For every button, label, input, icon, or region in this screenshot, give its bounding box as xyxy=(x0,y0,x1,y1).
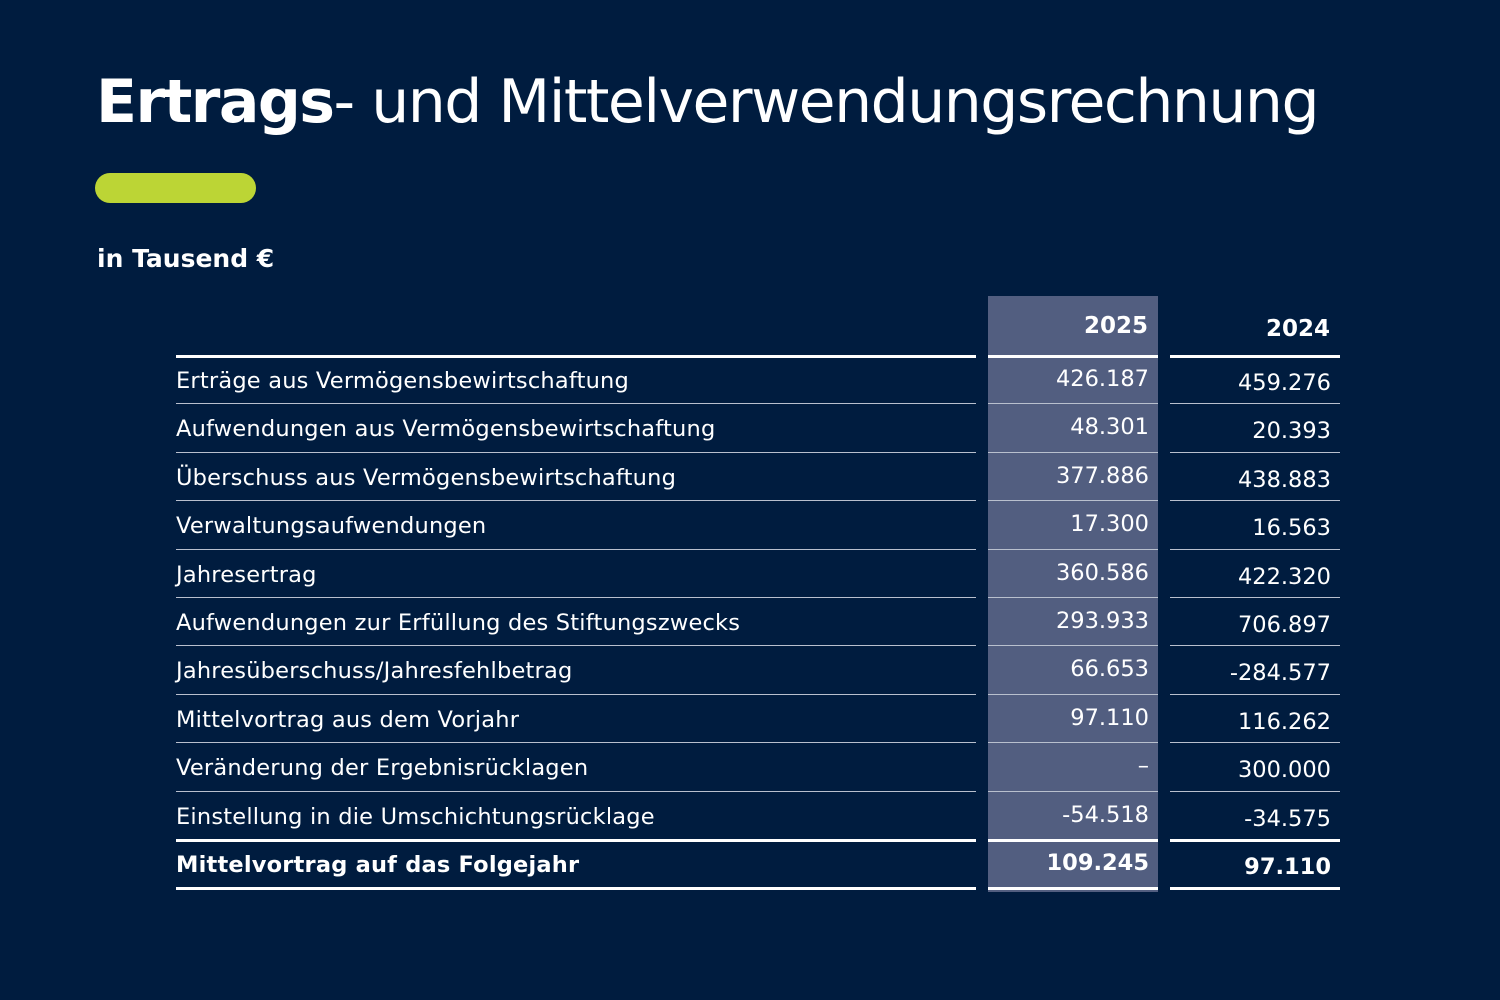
accent-bar xyxy=(95,173,256,203)
table-rule xyxy=(1170,887,1340,890)
value-2025: 377.886 xyxy=(1055,462,1149,489)
row-label: Verwaltungsaufwendungen xyxy=(176,513,487,540)
value-2024: 438.883 xyxy=(1237,466,1331,493)
table-row xyxy=(0,503,1500,551)
table-rule xyxy=(988,452,1158,453)
page-title xyxy=(96,62,1318,142)
table-rule xyxy=(1170,597,1340,598)
table-rule xyxy=(1170,403,1340,404)
title-bold-part: Ertrags xyxy=(96,67,334,137)
table-rule xyxy=(988,791,1158,792)
table-rule xyxy=(1170,549,1340,550)
table-rule xyxy=(176,452,976,453)
table-rule xyxy=(1170,791,1340,792)
value-2024: 16.563 xyxy=(1252,515,1331,542)
table-rule xyxy=(176,887,976,890)
table-rule xyxy=(988,887,1158,890)
row-label: Veränderung der Ergebnisrücklagen xyxy=(176,755,589,782)
table-rule xyxy=(988,549,1158,550)
table-rule xyxy=(176,549,976,550)
table-rule xyxy=(1170,500,1340,501)
value-2025: 48.301 xyxy=(1070,414,1149,441)
table-row xyxy=(0,697,1500,745)
value-2025: – xyxy=(1137,753,1149,780)
table-row xyxy=(0,552,1500,600)
table-rule xyxy=(1170,452,1340,453)
value-2024: 422.320 xyxy=(1237,563,1331,590)
value-2025: 293.933 xyxy=(1055,608,1149,634)
value-2024: 706.897 xyxy=(1237,612,1331,638)
table-rule xyxy=(988,645,1158,646)
table-row xyxy=(0,455,1500,503)
value-2025: -54.518 xyxy=(1062,801,1149,828)
table-row xyxy=(0,406,1500,454)
table-rule xyxy=(176,597,976,598)
value-2024: 116.262 xyxy=(1237,708,1331,735)
table-row xyxy=(0,745,1500,793)
table-rule xyxy=(988,500,1158,501)
row-label: Einstellung in die Umschichtungsrücklage xyxy=(176,803,655,830)
column-header-2025: 2025 xyxy=(1083,313,1148,339)
value-2025: 360.586 xyxy=(1055,559,1149,586)
table-rule xyxy=(1170,694,1340,695)
table-rule xyxy=(176,791,976,792)
table-rule xyxy=(176,645,976,646)
table-rule xyxy=(176,742,976,743)
table-row xyxy=(0,358,1500,406)
table-rule xyxy=(176,694,976,695)
table-rule xyxy=(176,500,976,501)
row-label: Aufwendungen aus Vermögensbewirtschaftung xyxy=(176,416,716,443)
table-rule xyxy=(988,694,1158,695)
value-2025: 66.653 xyxy=(1070,656,1149,683)
value-2024: -284.577 xyxy=(1229,660,1331,687)
table-total-row xyxy=(0,842,1500,890)
table-rule xyxy=(1170,742,1340,743)
table-row xyxy=(0,600,1500,648)
value-2025: 109.245 xyxy=(1046,850,1149,876)
column-header-2024: 2024 xyxy=(1265,316,1330,342)
unit-label: in Tausend € xyxy=(97,244,275,273)
value-2024: 20.393 xyxy=(1252,418,1331,445)
table-rule xyxy=(176,403,976,404)
table-rule xyxy=(988,403,1158,404)
table-row xyxy=(0,648,1500,696)
table-rule xyxy=(988,597,1158,598)
value-2024: 459.276 xyxy=(1237,370,1331,396)
value-2024: -34.575 xyxy=(1244,805,1331,832)
table-row xyxy=(0,794,1500,842)
value-2024: 97.110 xyxy=(1244,854,1331,880)
row-label: Jahresertrag xyxy=(176,561,317,588)
row-label: Mittelvortrag aus dem Vorjahr xyxy=(176,706,520,733)
row-label: Erträge aus Vermögensbewirtschaftung xyxy=(176,368,630,394)
row-label: Mittelvortrag auf das Folgejahr xyxy=(176,852,580,878)
title-regular-part: - und Mittelverwendungsrechnung xyxy=(333,67,1319,137)
value-2025: 426.187 xyxy=(1055,366,1149,392)
row-label: Überschuss aus Vermögensbewirtschaftung xyxy=(176,464,677,491)
value-2025: 17.300 xyxy=(1070,511,1149,538)
row-label: Aufwendungen zur Erfüllung des Stiftungszwecks xyxy=(176,610,741,636)
value-2025: 97.110 xyxy=(1070,704,1149,731)
table-rule xyxy=(1170,645,1340,646)
table-rule xyxy=(988,742,1158,743)
row-label: Jahresüberschuss/Jahresfehlbetrag xyxy=(176,658,573,685)
value-2024: 300.000 xyxy=(1237,757,1331,784)
